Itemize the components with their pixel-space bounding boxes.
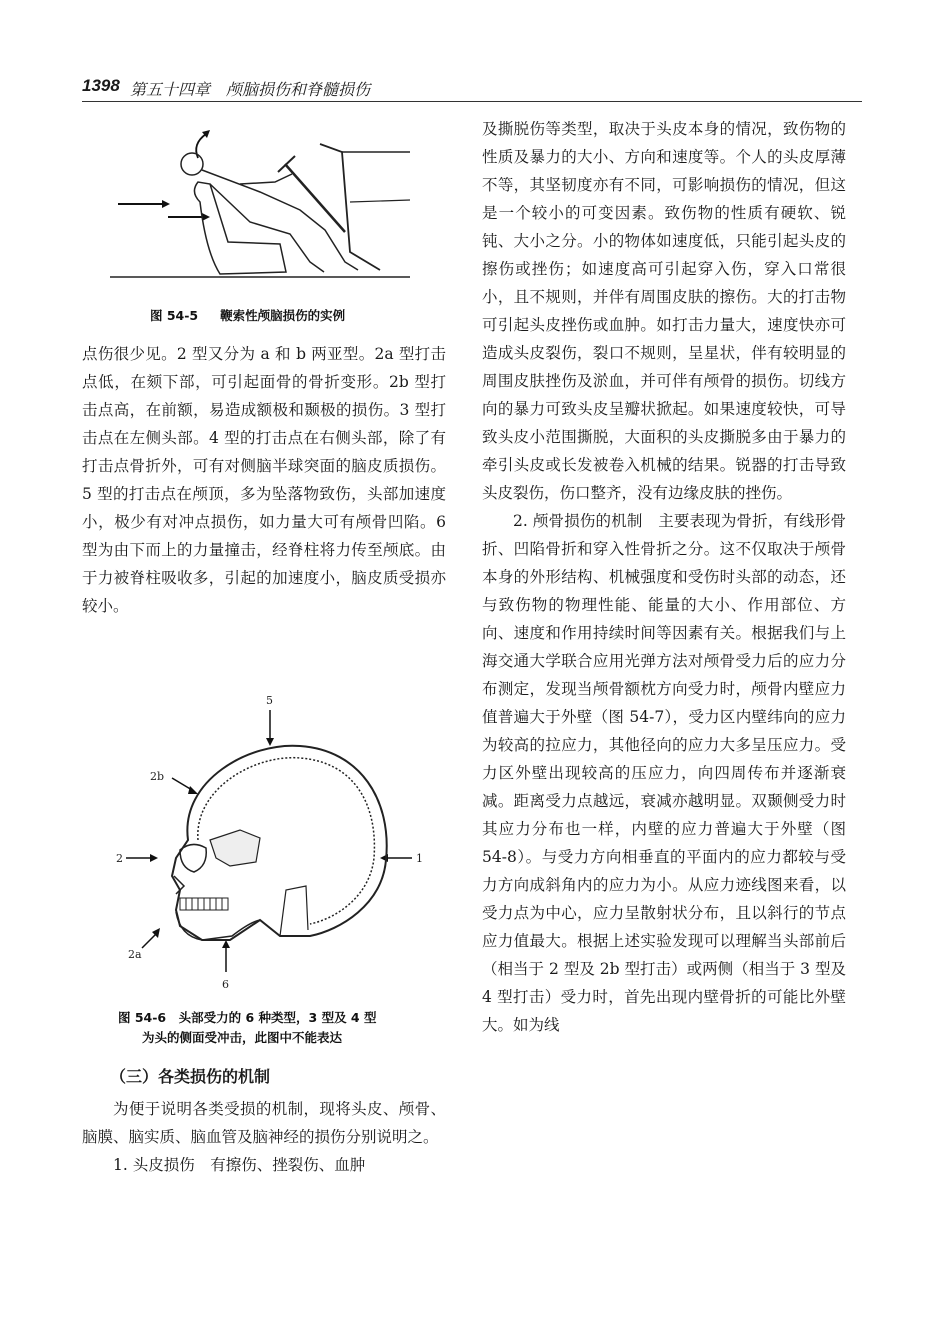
figure-54-5-caption [150, 306, 345, 324]
person-arm [240, 174, 292, 184]
chapter-title: 第五十四章 颅脑损伤和脊髓损伤 [130, 80, 371, 99]
arrow-2b [188, 786, 198, 794]
paragraph: 为便于说明各类受损的机制，现将头皮、颅骨、脑膜、脑实质、脑血管及脑神经的损伤分别说明之。 [82, 1100, 446, 1146]
figure-54-6-caption-line1: 图 54-6 头部受力的 6 种类型，3 型及 4 型 [118, 1010, 377, 1025]
teeth [180, 898, 228, 910]
figure-54-6-caption-line2: 为头的侧面受冲击，此图中不能表达 [142, 1030, 343, 1045]
right-column [482, 115, 846, 1039]
paragraph: 及撕脱伤等类型，取决于头皮本身的情况，致伤物的性质及暴力的大小、方向和速度等。个人的头皮厚薄不等，其坚韧度亦有不同，可影响损伤的情况，但这是一个较小的可变因素。致伤物的性质有硬软、锐钝、大小之分。小的物体如速度低，只能引起头皮的擦伤或挫伤；如速度高可引起穿入伤，穿入口常很小，且不规则，并伴有周围皮肤的擦伤。大的打击物可引起头皮挫伤或血肿。如打击力量大，速度快亦可造成头皮裂伤，裂口不规则，呈星状，伴有较明显的周围皮肤挫伤及淤血，并可伴有颅骨的损伤。切线方向的暴力可致头皮呈瓣状掀起。如果速度较快，可导致头皮小范围撕脱，大面积的头皮撕脱多由于暴力的牵引头皮或长发被卷入机械的结果。锐器的打击导致头皮裂伤，伤口整齐，没有边缘皮肤的挫伤。 [482, 120, 846, 502]
label-6: 6 [222, 978, 229, 991]
page-number: 1398 [82, 76, 120, 95]
arrow-6 [222, 940, 230, 948]
figure-54-6-caption [118, 1008, 377, 1048]
arrow-5 [266, 738, 274, 746]
page-header [82, 76, 862, 102]
label-2: 2 [116, 852, 123, 865]
dashboard [320, 144, 380, 270]
paragraph: 点伤很少见。2 型又分为 a 和 b 两亚型。2a 型打击点低，在颏下部，可引起面骨的骨折变形。2b 型打击点高，在前额，易造成额极和颞极的损伤。3 型打击点在左侧头部。4 型的打击点在右侧头部，除了有打击点骨折外，可有对侧脑半球突面的脑皮质损伤。5 型的打击点在颅顶，多为坠落物致伤，头部加速度小，极少有对冲点损伤，如力量大可有颅骨凹陷。6 型为由下而上的力量撞击，经脊柱将力传至颅底。由于力被脊柱吸收多，引起的加速度小，脑皮质受损亦较小。 [82, 345, 446, 615]
whiplash-figure [110, 122, 410, 287]
jaw [176, 912, 260, 940]
paragraph: 1. 头皮损伤 有擦伤、挫裂伤、血肿 [113, 1156, 366, 1174]
label-2b: 2b [150, 770, 165, 783]
eye-orbit [180, 844, 206, 872]
left-column-upper [82, 340, 446, 620]
left-column-lower [82, 1095, 446, 1179]
label-5: 5 [266, 694, 273, 707]
label-2a: 2a [128, 948, 142, 961]
paragraph: 2. 颅骨损伤的机制 主要表现为骨折，有线形骨折、凹陷骨折和穿入性骨折之分。这不仅取决于颅骨本身的外形结构、机械强度和受伤时头部的动态，还与致伤物的物理性能、能量的大小、作用部位、方向、速度和作用持续时间等因素有关。根据我们与上海交通大学联合应用光弹方法对颅骨受力后的应力分布测定，发现当颅骨额枕方向受力时，颅骨内壁应力值普遍大于外壁（图 54-7），受力区内壁纬向的应力为较高的拉应力，其他径向的应力大多呈压应力。受力区外壁出现较高的压应力，向四周传布并逐渐衰减。距离受力点越远，衰减亦越明显。双颞侧受力时其应力分布也一样，内壁的应力普遍大于外壁（图 54-8）。与受力方向相垂直的平面内的应力都较与受力方向成斜角内的应力为小。从应力迹线图来看，以受力点为中心，应力呈散射状分布，且以斜行的节点应力值最大。根据上述实验发现可以理解当头部前后（相当于 2 型及 2b 型打击）或两侧（相当于 3 型及 4 型打击）受力时，首先出现内壁骨折的可能比外壁大。如为线 [482, 512, 846, 1034]
figure-54-5-text: 鞭索性颅脑损伤的实例 [220, 308, 346, 323]
skull-figure [110, 690, 440, 1000]
label-1: 1 [416, 852, 423, 865]
person-head [181, 153, 203, 175]
impact-arrow-upper [162, 200, 170, 208]
arrow-2 [150, 854, 158, 862]
skull-outline [172, 746, 387, 940]
section-title: （三）各类损伤的机制 [110, 1067, 271, 1086]
header-rule [82, 101, 862, 102]
figure-54-5-number: 图 54-5 [150, 308, 199, 323]
